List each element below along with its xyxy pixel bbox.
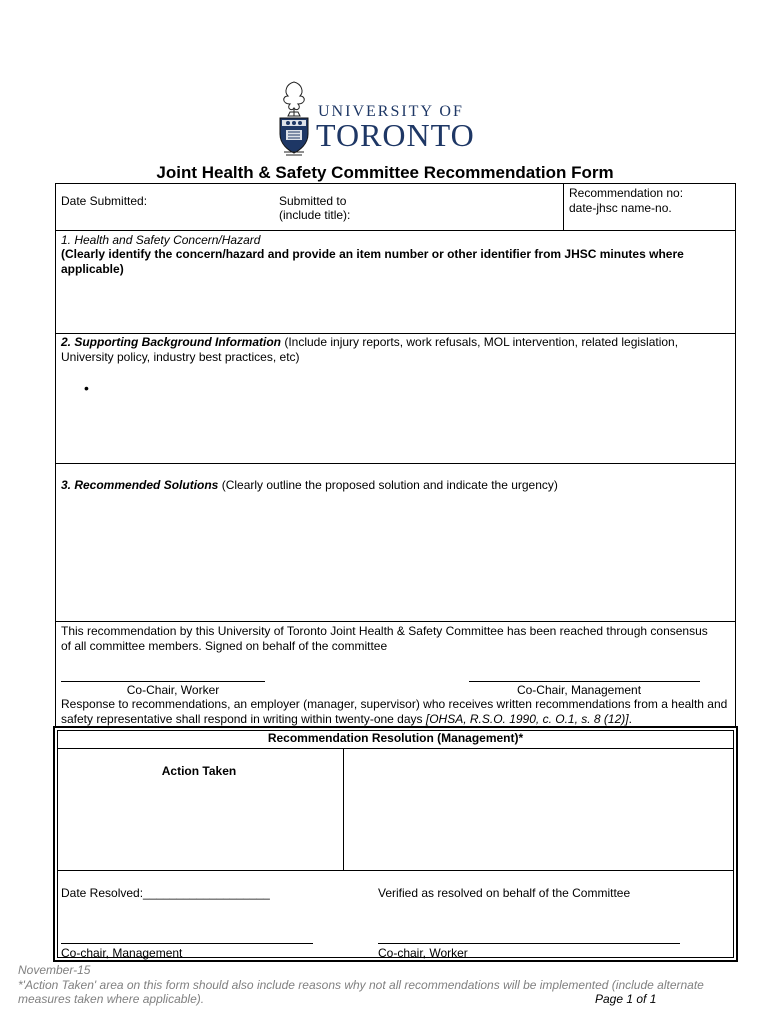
- section-2-text: [61, 335, 721, 365]
- logo-university-of: UNIVERSITY OF: [318, 103, 464, 120]
- response-body: Response to recommendations, an employer (manager, supervisor) who receives written recommendations from a health and safety representative shall respond in writing within twenty-one days: [61, 697, 728, 726]
- ohsa-citation: [OHSA, R.S.O. 1990, c. O.1, s. 8 (12)]: [425, 712, 629, 726]
- university-crest-icon: [274, 78, 314, 158]
- footer-note-line-2: measures taken where applicable).: [18, 992, 205, 1006]
- form-title: Joint Health & Safety Committee Recommendation Form: [156, 163, 614, 182]
- verified-label: Verified as resolved on behalf of the Committee: [378, 886, 631, 900]
- resolution-worker-label: Co-chair, Worker: [378, 946, 468, 960]
- submitted-to-label: Submitted to: [279, 194, 347, 208]
- consensus-text: This recommendation by this University of Toronto Joint Health & Safety Committee has been reached through consensus of all committee members. Signed on behalf of the committee: [61, 624, 708, 653]
- response-text: [61, 697, 731, 727]
- footer-date: November-15: [18, 963, 91, 977]
- resolution-management-signature-line[interactable]: [61, 943, 313, 944]
- footer-page-number: Page 1 of 1: [595, 992, 657, 1006]
- footer-note-line-1: *'Action Taken' area on this form should also include reasons why not all recommendations will be implemented (include alternate: [18, 978, 704, 992]
- section-1-instruction: (Clearly identify the concern/hazard and provide an item number or other identifier from JHSC minutes where applicable): [61, 247, 684, 276]
- recommendation-no-format: date-jhsc name-no.: [569, 201, 672, 215]
- resolution-management-label: Co-chair, Management: [61, 946, 183, 960]
- recommendation-no-label: Recommendation no:: [569, 186, 684, 200]
- section-1-heading: 1. Health and Safety Concern/Hazard: [61, 233, 261, 247]
- response-period: .: [628, 712, 632, 726]
- management-signature-label: Co-Chair, Management: [516, 683, 642, 697]
- action-taken-field[interactable]: [343, 748, 733, 868]
- section-2-heading: 2. Supporting Background Information: [61, 335, 281, 349]
- recommendation-no-cell: [563, 184, 564, 230]
- section-3-text: [61, 478, 721, 493]
- action-taken-label: Action Taken: [161, 764, 237, 778]
- section-2-bullet: •: [84, 380, 89, 396]
- worker-signature-line[interactable]: [61, 681, 265, 682]
- date-resolved-field[interactable]: Date Resolved:___________________: [61, 886, 270, 900]
- section-3-instruction: (Clearly outline the proposed solution and indicate the urgency): [218, 478, 558, 492]
- resolution-heading: Recommendation Resolution (Management)*: [267, 731, 524, 745]
- section-2-instruction: (Include injury reports, work refusals, MOL intervention, related legislation, University policy, industry best practices, etc): [61, 335, 679, 364]
- worker-signature-label: Co-Chair, Worker: [126, 683, 220, 697]
- section-3-heading: 3. Recommended Solutions: [61, 478, 219, 492]
- submitted-to-label-2: (include title):: [279, 208, 351, 222]
- date-submitted-label: Date Submitted:: [61, 194, 148, 208]
- resolution-worker-signature-line[interactable]: [378, 943, 680, 944]
- management-signature-line[interactable]: [469, 681, 700, 682]
- logo-toronto: TORONTO: [316, 117, 475, 153]
